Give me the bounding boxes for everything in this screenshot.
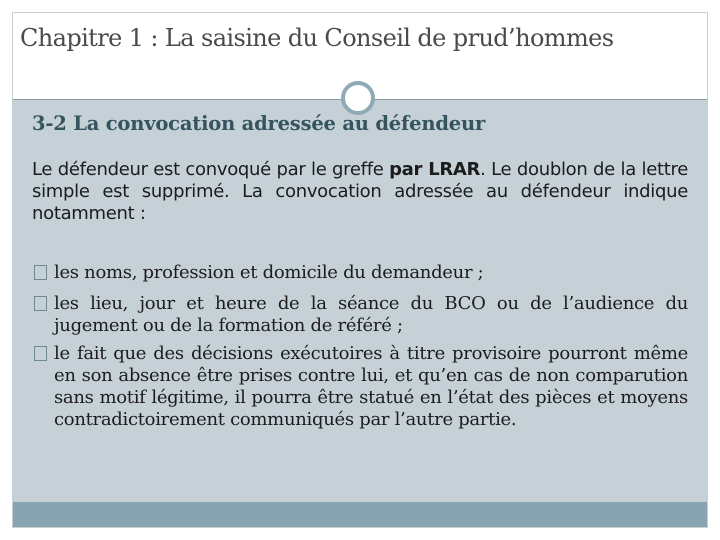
bullet-text: les lieu, jour et heure de la séance du BCO ou de l’audience du jugement ou de la formation de référé ; — [54, 293, 688, 336]
bullet-list — [32, 262, 688, 440]
footer-bar — [13, 502, 707, 527]
bullet-item — [32, 293, 688, 337]
bullet-box-icon — [34, 296, 47, 311]
bullet-text: les noms, profession et domicile du demandeur ; — [54, 262, 484, 283]
paragraph-text-end: . Le doublon de la lettre simple est supprimé. La convocation adressée au défendeur indique notamment : — [32, 159, 688, 224]
slide-title: Chapitre 1 : La saisine du Conseil de prud’hommes — [20, 24, 614, 52]
bullet-box-icon — [34, 265, 47, 280]
paragraph-bold-text: par LRAR — [389, 159, 481, 180]
divider-circle-icon — [341, 81, 375, 115]
bullet-text: le fait que des décisions exécutoires à titre provisoire pourront même en son absence être prises contre lui, et qu’en cas de non comparution sans motif légitime, il pourra être statué en l’état des pièces et moyens contradictoirement communiqués par l’autre partie. — [54, 343, 688, 430]
bullet-item — [32, 343, 688, 431]
bullet-item — [32, 262, 688, 284]
paragraph-text-start: Le défendeur est convoqué par le greffe — [32, 159, 390, 180]
section-subtitle: 3-2 La convocation adressée au défendeur — [32, 112, 486, 135]
bullet-box-icon — [34, 346, 47, 361]
intro-paragraph — [32, 159, 688, 225]
